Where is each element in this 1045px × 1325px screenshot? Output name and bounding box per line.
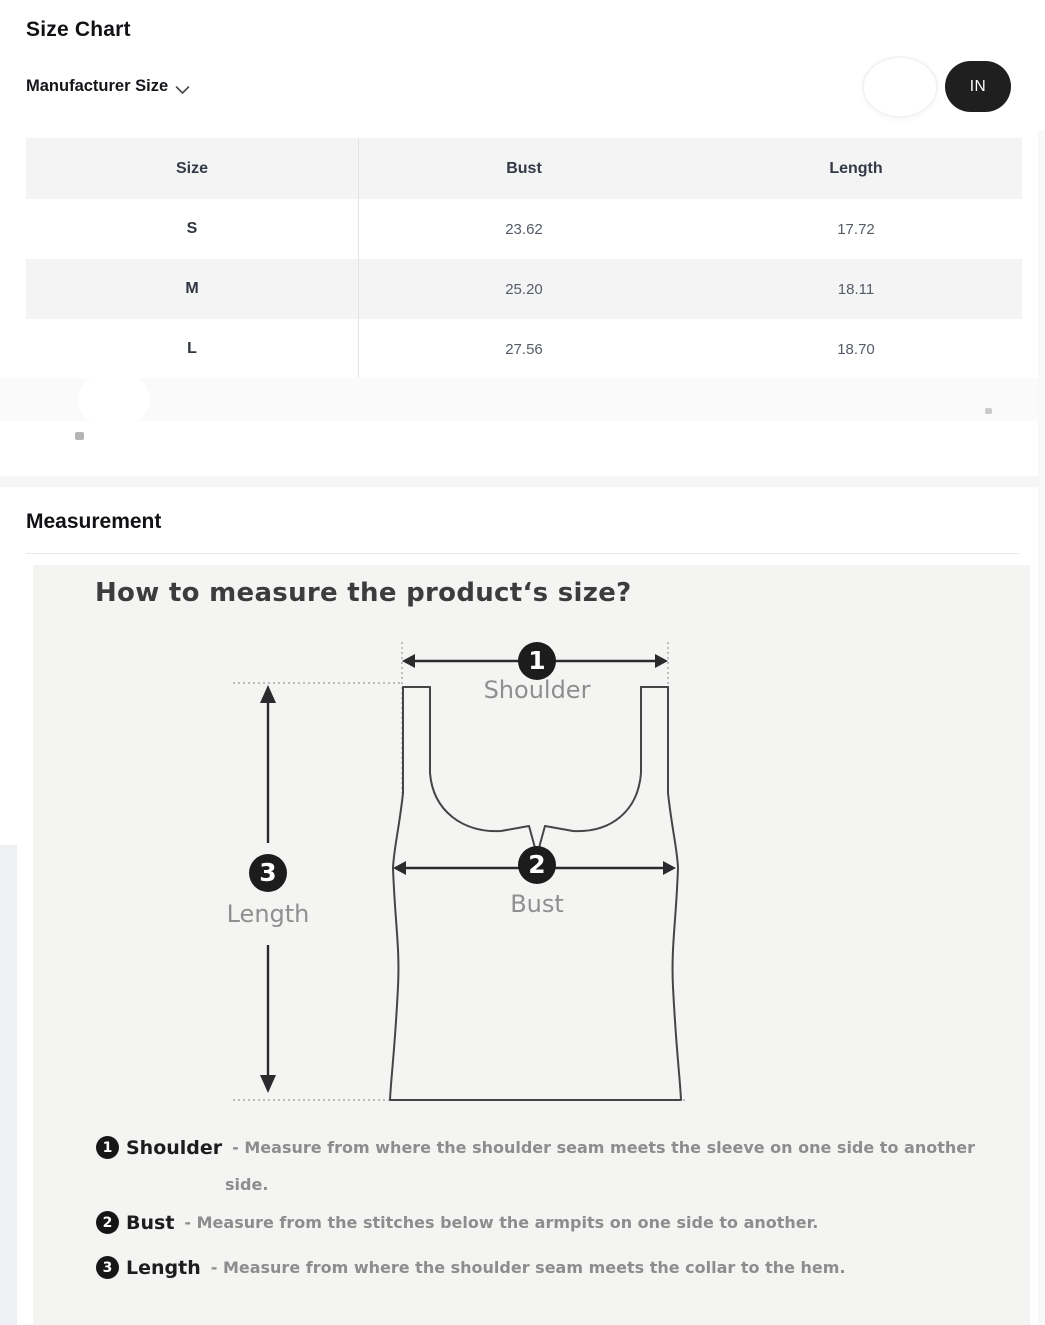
right-edge-strip — [1038, 130, 1045, 1325]
render-artifact — [75, 432, 84, 440]
cell-size: L — [187, 340, 197, 357]
faded-band — [0, 378, 1038, 421]
legend-label: Shoulder — [126, 1137, 223, 1159]
legend-item-bust — [96, 1211, 818, 1235]
measurement-section-title: Measurement — [26, 510, 162, 533]
cell-size: S — [186, 220, 198, 237]
table-row — [26, 259, 1022, 319]
shoulder-label: Shoulder — [483, 676, 591, 704]
cell-bust: 23.62 — [505, 220, 543, 238]
garment-measure-diagram — [33, 625, 1030, 1125]
measurement-image — [33, 565, 1030, 1325]
length-marker — [249, 854, 287, 892]
unit-toggle-ghost-circle — [862, 56, 938, 118]
legend-badge-1: 1 — [96, 1136, 119, 1159]
svg-text:1: 1 — [528, 646, 546, 675]
table-row — [26, 319, 1022, 379]
left-edge-strip — [0, 845, 17, 1325]
legend-label: Length — [126, 1257, 201, 1279]
column-header-length: Length — [829, 159, 883, 177]
cell-length: 18.11 — [837, 280, 875, 298]
legend-desc: - Measure from where the shoulder seam meets the sleeve on one side to another — [232, 1138, 975, 1157]
cell-size: M — [185, 280, 199, 297]
legend-item-length — [96, 1256, 846, 1280]
manufacturer-size-label: Manufacturer Size — [26, 77, 169, 95]
column-header-bust: Bust — [506, 159, 542, 177]
chevron-down-icon — [175, 82, 190, 92]
cell-bust: 25.20 — [505, 280, 543, 298]
dotted-guides — [233, 642, 688, 1100]
bust-label: Bust — [510, 890, 564, 918]
svg-text:2: 2 — [528, 850, 546, 879]
length-label: Length — [226, 900, 310, 928]
legend-item-shoulder — [96, 1136, 975, 1160]
bust-marker — [518, 846, 556, 884]
table-row — [26, 199, 1022, 259]
measurement-image-title: How to measure the product‘s size? — [95, 578, 632, 608]
faded-band — [0, 476, 1038, 487]
page-title: Size Chart — [26, 18, 131, 41]
cell-length: 18.70 — [837, 340, 875, 358]
legend-desc: - Measure from where the shoulder seam meets the collar to the hem. — [210, 1258, 846, 1277]
table-column-divider — [358, 138, 359, 378]
size-table-header-row — [26, 138, 1022, 199]
faded-band-notch — [78, 371, 150, 428]
legend-badge-2: 2 — [96, 1211, 119, 1234]
size-table — [26, 138, 1022, 379]
shoulder-marker — [518, 642, 556, 680]
legend-desc-continuation: side. — [225, 1175, 269, 1194]
cell-length: 17.72 — [837, 220, 875, 238]
legend-desc: - Measure from the stitches below the armpits on one side to another. — [184, 1213, 819, 1232]
svg-text:3: 3 — [259, 858, 277, 887]
section-divider — [26, 553, 1019, 554]
manufacturer-size-dropdown[interactable] — [26, 77, 190, 96]
legend-badge-3: 3 — [96, 1256, 119, 1279]
column-header-size: Size — [175, 159, 208, 177]
legend-label: Bust — [126, 1212, 175, 1234]
render-artifact — [985, 408, 992, 414]
cell-bust: 27.56 — [505, 340, 543, 358]
unit-toggle-in-button[interactable]: IN — [945, 61, 1011, 112]
